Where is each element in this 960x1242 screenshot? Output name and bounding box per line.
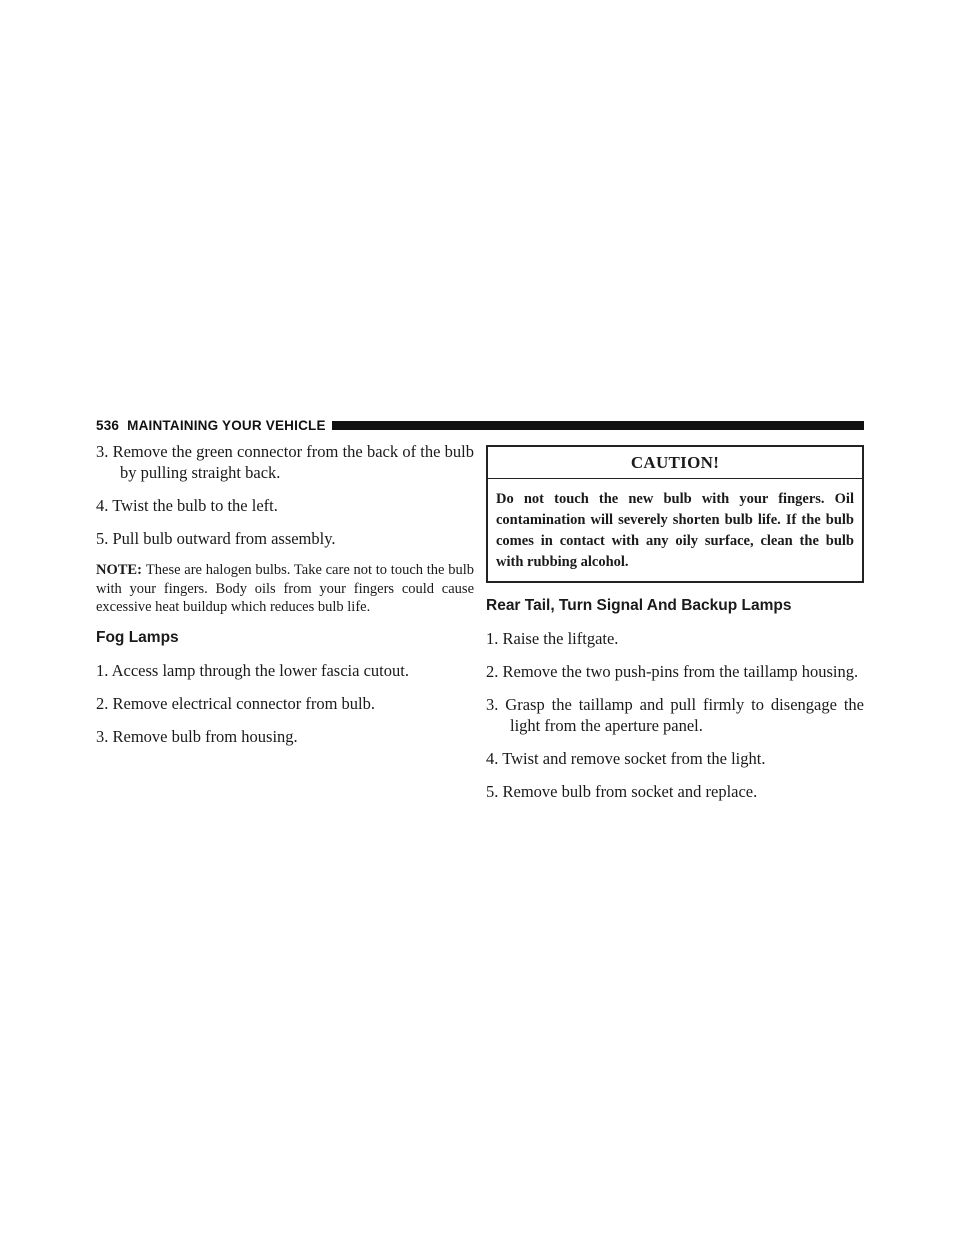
rear-lamps-heading: Rear Tail, Turn Signal And Backup Lamps <box>486 597 792 614</box>
header-rule <box>332 421 864 430</box>
step-item: 5. Pull bulb outward from assembly. <box>96 529 336 548</box>
section-title: MAINTAINING YOUR VEHICLE <box>127 417 326 433</box>
step-item: 3. Remove the green connector from the back of the bulb by pulling straight back. <box>96 442 474 482</box>
step-item: 4. Twist and remove socket from the light. <box>486 749 766 768</box>
note-paragraph <box>96 561 474 617</box>
note-text: These are halogen bulbs. Take care not to touch the bulb with your fingers. Body oils from your fingers could cause excessive heat buildup which reduces bulb life. <box>96 562 474 615</box>
fog-lamps-heading: Fog Lamps <box>96 628 179 646</box>
caution-text: Do not touch the new bulb with your fingers. Oil contamination will severely shorten bulb life. If the bulb comes in contact with any oily surface, clean the bulb with rubbing alcohol. <box>496 491 854 570</box>
page-number: 536 <box>96 417 120 433</box>
step-item: 2. Remove the two push-pins from the taillamp housing. <box>486 662 859 681</box>
step-item: 1. Raise the liftgate. <box>486 629 619 648</box>
caution-box <box>486 445 864 583</box>
step-item: 4. Twist the bulb to the left. <box>96 496 278 515</box>
page-header <box>96 416 864 434</box>
step-item: 2. Remove electrical connector from bulb. <box>96 693 376 713</box>
step-item: 1. Access lamp through the lower fascia cutout. <box>96 660 409 680</box>
note-label: NOTE: <box>96 562 142 578</box>
right-column <box>486 441 864 814</box>
left-column <box>96 441 474 759</box>
step-item: 3. Grasp the taillamp and pull firmly to disengage the light from the aperture panel. <box>486 695 864 735</box>
caution-title: CAUTION! <box>488 447 862 479</box>
step-item: 5. Remove bulb from socket and replace. <box>486 782 758 801</box>
step-item: 3. Remove bulb from housing. <box>96 726 298 746</box>
